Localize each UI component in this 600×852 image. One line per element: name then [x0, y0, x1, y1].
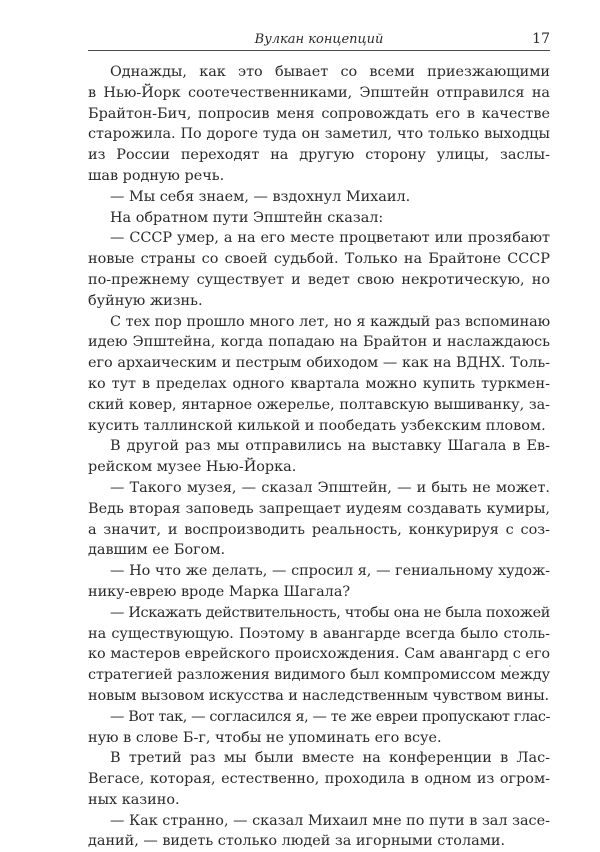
text-line: на существующую. Поэтому в авангарде всегда было столь- — [88, 625, 550, 642]
text-line: нику-еврею вроде Марка Шагала? — [88, 583, 351, 600]
text-line: кусить таллинской килькой и пообедать узбекским пловом. — [88, 417, 546, 434]
text-line: ко мастеров еврейского происхождения. Сам авангард с его — [88, 646, 550, 663]
text-line: На обратном пути Эпштейн сказал: — [110, 209, 384, 226]
text-line: — СССР умер, а на его месте процветают или прозябают — [110, 230, 550, 247]
text-line: новым вызовом искусства и наследственным чувством вины. — [88, 687, 550, 704]
text-line: его архаическим и пестрым обиходом — как на ВДНХ. Толь- — [88, 355, 550, 372]
text-line: даний, — видеть столько людей за игорными столами. — [88, 833, 506, 850]
text-line: — Такого музея, — сказал Эпштейн, — и быть не может. — [110, 479, 550, 496]
text-line: стратегией разложения видимого был компромиссом между — [88, 667, 550, 684]
text-line: давшим ее Богом. — [88, 542, 226, 559]
paragraph — [88, 187, 550, 208]
paragraph — [88, 436, 550, 478]
page-number: 17 — [532, 31, 550, 47]
text-line: шав родную речь. — [88, 167, 225, 184]
text-line: буйную жизнь. — [88, 292, 203, 309]
text-line: — Искажать действительность, чтобы она не была похожей — [110, 604, 550, 621]
text-line: новые страны со своей судьбой. Только на Брайтоне СССР — [88, 251, 550, 268]
text-line: Вегасе, которая, естественно, проходила в одном из огром- — [88, 771, 550, 788]
paragraph — [88, 811, 550, 852]
text-line: идею Эпштейна, когда попадаю на Брайтон и наслаждаюсь — [88, 334, 550, 351]
running-head — [88, 30, 550, 50]
text-line: В третий раз мы были вместе на конференции в Лас- — [110, 750, 550, 767]
running-title: Вулкан концепций — [254, 32, 384, 47]
text-line: старожила. По дороге туда он заметил, что только выходцы — [88, 126, 550, 143]
paragraph — [88, 707, 550, 749]
text-line: — Вот так, — согласился я, — те же евреи пропускают глас- — [110, 708, 550, 725]
paragraph — [88, 603, 550, 707]
text-line: Однажды, как это бывает со всеми приезжающими — [110, 64, 550, 80]
text-line: ский ковер, янтарное ожерелье, полтавскую вышиванку, за- — [88, 396, 550, 413]
paragraph — [88, 478, 550, 561]
paper-speck — [509, 665, 511, 667]
text-line: ных казино. — [88, 791, 180, 808]
body-text — [88, 62, 550, 852]
text-line: рейском музее Нью-Йорка. — [88, 459, 297, 476]
text-line: — Но что же делать, — спросил я, — гениальному худож- — [110, 563, 550, 580]
text-line: по-прежнему существует и ведет свою некротическую, но — [88, 271, 550, 288]
text-line: С тех пор прошло много лет, но я каждый раз вспоминаю — [110, 313, 550, 330]
text-line: В другой раз мы отправились на выставку Шагала в Ев- — [110, 438, 550, 455]
header-rule — [88, 50, 550, 51]
text-line: а значит, и воспроизводить реальность, конкурируя с соз- — [88, 521, 550, 538]
text-line: Ведь вторая заповедь запрещает иудеям создавать кумиры, — [88, 500, 550, 517]
text-line: — Мы себя знаем, — вздохнул Михаил. — [110, 188, 411, 205]
paragraph — [88, 312, 550, 437]
paragraph — [88, 561, 550, 603]
text-line: — Как странно, — сказал Михаил мне по пути в зал засе- — [110, 812, 550, 829]
text-line: ко тут в пределах одного квартала можно купить туркмен- — [88, 375, 550, 392]
paragraph — [88, 228, 550, 311]
paragraph — [88, 62, 550, 187]
text-line: в Нью-Йорк соотечественниками, Эпштейн отправился на — [88, 84, 550, 101]
paragraph — [88, 748, 550, 810]
text-line: из России переходят на другую сторону улицы, заслы- — [88, 147, 550, 164]
text-line: ную в слове Б-г, чтобы не упоминать его всуе. — [88, 729, 442, 746]
text-line: Брайтон-Бич, попросив меня сопровождать его в качестве — [88, 105, 550, 122]
paragraph — [88, 208, 550, 229]
